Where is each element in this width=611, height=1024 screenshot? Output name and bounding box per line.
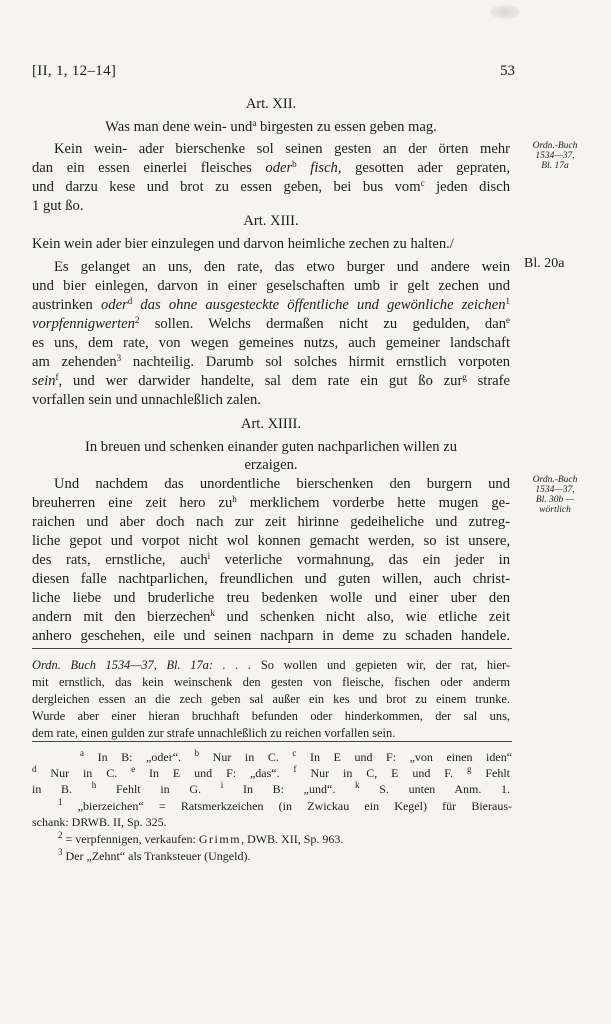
margin-note-article-14: Ordn.-Buch 1534—37, Bl. 30b — wörtlich xyxy=(532,475,578,515)
article-13-line: Es gelanget an uns, den rate, das etwo burger und andere wein xyxy=(54,259,510,275)
article-14-line: anhero geschehen, eile und seinen nachparn in deme zu schaden handele. xyxy=(32,628,510,644)
footnote-variants-row2: $^d$ Nur in C. $^e$ In E und F: „das“. $^f$ Nur in C, E und F. $^g$ Fehlt xyxy=(32,764,511,780)
article-14-line: diesen falle nachtparlichen, freundlichen und guten willen, auch christ- xyxy=(32,571,510,587)
paper-smudge xyxy=(490,5,520,19)
article-14-line: des rats, ernstliche, auch$^i$ veterliche vormahnung, das ein jeder in xyxy=(32,551,511,568)
article-12-title: Was man dene wein- und$^a$ birgesten zu essen geben mag. xyxy=(105,118,437,135)
editorial-note-line: dergleichen essen an die zech geben sal außer ein kes und brot zu einem trunke. xyxy=(32,692,510,706)
footnote-variants-row1: $^a$ In B: „oder“. $^b$ Nur in C. $^c$ In E und F: „von einen iden“ xyxy=(80,748,513,764)
article-12-line: Kein wein- ader bierschenke sol seinen gesten an der örten mehr xyxy=(54,141,510,157)
footnote-1-continued: schank: DRWB. II, Sp. 325. xyxy=(32,815,167,829)
article-12-heading: Art. XII. xyxy=(245,96,297,112)
article-13-line: und bier einlegen, darvon in einer geselschaften umb ir gelt zechen und xyxy=(32,278,510,294)
article-14-line: liche gepot und vorpot nicht wol konnen gemacht werden, so ist unsere, xyxy=(32,533,510,549)
article-14-line: liche liebe und bruderliche treu bedenken wolle und einer uber den xyxy=(32,590,510,606)
article-14-title-line2: erzaigen. xyxy=(244,457,298,473)
article-14-title-line1: In breuen und schenken einander guten nachparlichen willen zu xyxy=(85,439,457,455)
margin-note-article-13: Bl. 20a xyxy=(524,256,565,271)
running-header-reference: [II, 1, 12–14] xyxy=(32,63,117,79)
footnote-1: $^1$ „bierzeichen“ = Ratsmerkzeichen (in Zwickau ein Kegel) für Bieraus- xyxy=(58,797,512,813)
article-12-line: dan ein essen einerlei fleisches oder$^b$ fisch, gesotten ader gepraten, xyxy=(32,159,510,176)
article-13-line: austrinken oder$^d$ das ohne ausgesteckte öffentliche und gewönliche zeichen$^1$ xyxy=(32,296,510,313)
article-14-line: raichen und aber doch nach zur zeit hirinne gedeiheliche und zutreg- xyxy=(32,514,510,530)
footnote-divider xyxy=(32,741,512,742)
page-number: 53 xyxy=(500,63,515,79)
editorial-note-line: Wurde aber einer hieran bruchhaft befunden oder hinderkommen, der sal uns, xyxy=(32,709,510,723)
article-14-line: breuherren eine zeit hero $zu^h$ merklichem vorderbe hette mugen ge- xyxy=(32,494,510,511)
article-14-heading: Art. XIIII. xyxy=(241,416,301,432)
article-13-line: vorpfennigwerten$^2$ sollen. Welchs dermaßen nicht zu gedulden, dan$^e$ xyxy=(32,315,510,332)
margin-note-article-12: Ordn.-Buch 1534—37, Bl. 17a xyxy=(532,141,578,171)
footnote-variants-row3: in B. $^h$ Fehlt in G. $^i$ In B: „und“. $^k$ S. unten Anm. 1. xyxy=(32,780,511,796)
section-divider xyxy=(32,648,512,649)
article-13-heading: Art. XIII. xyxy=(243,213,299,229)
footnote-2: $^2$ = verpfennigen, verkaufen: Grimm, DWB. XII, Sp. 963. xyxy=(58,830,344,846)
editorial-note-line: mit ernstlich, das kein weinschenk den gesten von fleische, fischen oder anderm xyxy=(32,675,510,689)
editorial-note-line: dem rate, einen gulden zur strafe unnachleßlich zu reichen vorfallen sein. xyxy=(32,726,396,740)
article-14-line: Und nachdem das unordentliche bierschenken den burgern und xyxy=(54,476,510,492)
footnote-3: $^3$ Der „Zehnt“ als Tranksteuer (Ungeld). xyxy=(58,847,251,863)
article-13-title: Kein wein ader bier einzulegen und darvon heimliche zechen zu halten./ xyxy=(32,236,454,252)
article-14-line: andern mit den bierzechen$^k$ und schenken nicht also, wie etliche zeit xyxy=(32,608,510,625)
article-13-line: es uns, dem rate, von wegen gemeines nutzs, auch gemeiner landschaft xyxy=(32,335,510,351)
article-12-line: und darzu kese und brot zu essen geben, bei bus vom$^c$ jeden disch xyxy=(32,178,510,195)
article-13-line: vorfallen sein und unnachleßlich zalen. xyxy=(32,392,261,408)
article-13-line: sein$^f$, und wer darwider handelte, sal dem rate ein gut ßo zur$^g$ strafe xyxy=(32,372,510,389)
editorial-note-line: Ordn. Buch 1534—37, Bl. 17a: . . . So wollen und gepieten wir, der rat, hier- xyxy=(32,658,510,672)
article-13-line: am zehenden$^3$ nachteilig. Darumb sol solches hirmit ernstlich vorpoten xyxy=(32,353,511,370)
article-12-line: 1 gut ßo. xyxy=(32,198,84,214)
